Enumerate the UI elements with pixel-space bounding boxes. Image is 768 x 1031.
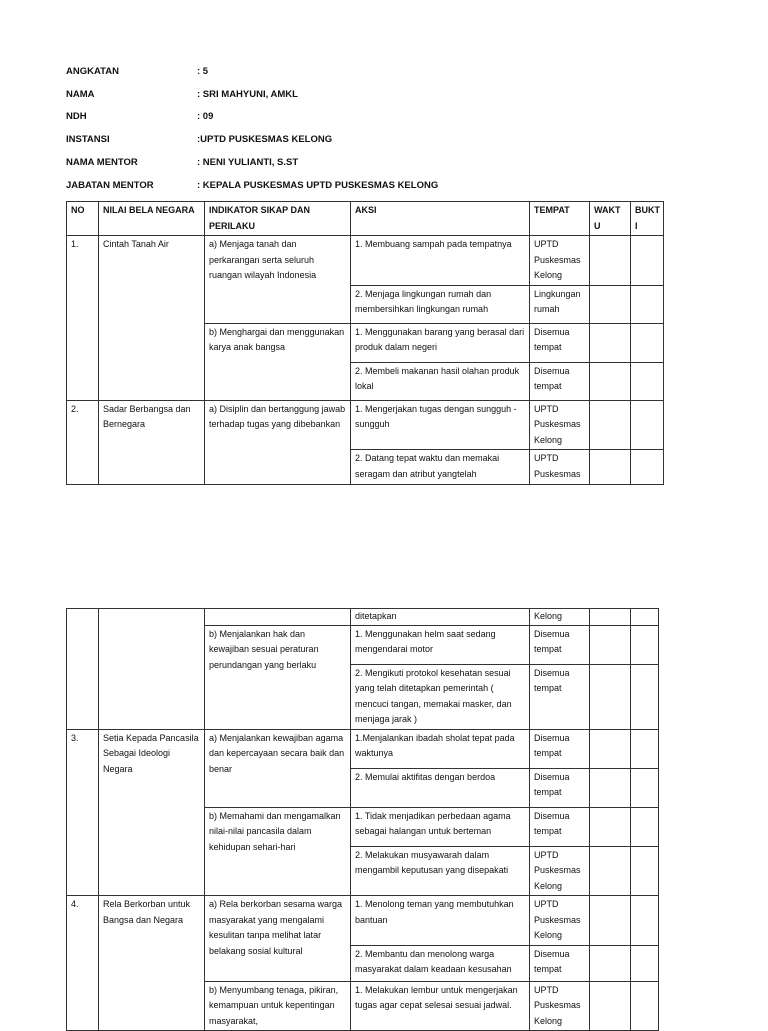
row-no: 2.: [67, 400, 99, 485]
row-tempat: Disemua tempat: [530, 625, 590, 664]
row-waktu: [590, 729, 631, 768]
label-nama: NAMA: [66, 89, 95, 100]
row-tempat: UPTD Puskesmas Kelong: [530, 236, 590, 286]
row-tempat: UPTD Puskesmas: [530, 450, 590, 485]
row-aksi: 1. Mengerjakan tugas dengan sungguh - sungguh: [351, 400, 530, 450]
col-header-bukti: BUKT I: [631, 202, 664, 236]
table-row: [67, 400, 664, 450]
row-aksi: 2. Membantu dan menolong warga masyarakat dalam keadaan kesusahan: [351, 945, 530, 981]
row-aksi: 1. Tidak menjadikan perbedaan agama sebagai halangan untuk berteman: [351, 807, 530, 846]
row-indikator: b) Menghargai dan menggunakan karya anak bangsa: [205, 323, 351, 400]
row-bukti: [631, 729, 659, 768]
value-jabatan-mentor: : KEPALA PUSKESMAS UPTD PUSKESMAS KELONG: [197, 180, 439, 191]
row-indikator: a) Rela berkorban sesama warga masyarakat yang mengalami kesulitan tanpa melihat latar belakang sosial kultural: [205, 896, 351, 982]
col-header-indikator: INDIKATOR SIKAP DAN PERILAKU: [205, 202, 351, 236]
row-bukti: [631, 400, 664, 450]
row-aksi: 2. Memulai aktifitas dengan berdoa: [351, 768, 530, 807]
row-aksi: 2. Datang tepat waktu dan memakai seragam dan atribut yangtelah: [351, 450, 530, 485]
row-no: [67, 609, 99, 730]
row-tempat: Disemua tempat: [530, 664, 590, 729]
row-nilai: Sadar Berbangsa dan Bernegara: [99, 400, 205, 485]
row-waktu: [590, 400, 631, 450]
row-no: 4.: [67, 896, 99, 1031]
row-aksi: 2. Melakukan musyawarah dalam mengambil keputusan yang disepakati: [351, 846, 530, 896]
row-nilai: [99, 609, 205, 730]
row-aksi: 1. Melakukan lembur untuk mengerjakan tugas agar cepat selesai sesuai jadwal.: [351, 981, 530, 1031]
value-nama-mentor: : NENI YULIANTI, S.ST: [197, 157, 299, 168]
col-header-nilai: NILAI BELA NEGARA: [99, 202, 205, 236]
row-bukti: [631, 945, 659, 981]
row-bukti: [631, 323, 664, 362]
row-aksi: 2. Mengikuti protokol kesehatan sesuai yang telah ditetapkan pemerintah ( mencuci tangan, memakai masker, dan menjaga jarak ): [351, 664, 530, 729]
value-ndh: : 09: [197, 111, 214, 122]
row-bukti: [631, 768, 659, 807]
row-aksi: 1.Menjalankan ibadah sholat tepat pada waktunya: [351, 729, 530, 768]
row-indikator: b) Menyumbang tenaga, pikiran, kemampuan untuk kepentingan masyarakat,: [205, 981, 351, 1031]
label-ndh: NDH: [66, 111, 87, 122]
row-tempat: Kelong: [530, 609, 590, 626]
row-aksi: 2. Membeli makanan hasil olahan produk lokal: [351, 362, 530, 400]
row-waktu: [590, 236, 631, 286]
table-row: [67, 896, 659, 946]
row-aksi: 1. Membuang sampah pada tempatnya: [351, 236, 530, 286]
row-waktu: [590, 285, 631, 323]
row-waktu: [590, 807, 631, 846]
row-tempat: Disemua tempat: [530, 807, 590, 846]
table-row: [67, 236, 664, 286]
row-bukti: [631, 362, 664, 400]
row-bukti: [631, 664, 659, 729]
row-bukti: [631, 625, 659, 664]
row-tempat: UPTD Puskesmas Kelong: [530, 896, 590, 946]
col-header-aksi: AKSI: [351, 202, 530, 236]
bela-negara-table-page-1: [66, 201, 664, 485]
row-waktu: [590, 664, 631, 729]
row-tempat: Disemua tempat: [530, 362, 590, 400]
row-bukti: [631, 981, 659, 1031]
row-bukti: [631, 896, 659, 946]
row-tempat: UPTD Puskesmas Kelong: [530, 846, 590, 896]
row-no: 3.: [67, 729, 99, 896]
row-indikator: a) Disiplin dan bertanggung jawab terhadap tugas yang dibebankan: [205, 400, 351, 485]
value-angkatan: : 5: [197, 66, 209, 77]
row-tempat: UPTD Puskesmas Kelong: [530, 400, 590, 450]
row-aksi: 1. Menggunakan barang yang berasal dari produk dalam negeri: [351, 323, 530, 362]
row-bukti: [631, 846, 659, 896]
row-tempat: UPTD Puskesmas Kelong: [530, 981, 590, 1031]
label-instansi: INSTANSI: [66, 134, 110, 145]
row-indikator: a) Menjaga tanah dan perkarangan serta seluruh ruangan wilayah Indonesia: [205, 236, 351, 324]
row-waktu: [590, 981, 631, 1031]
row-waktu: [590, 846, 631, 896]
row-tempat: Disemua tempat: [530, 945, 590, 981]
row-waktu: [590, 323, 631, 362]
row-aksi: 1. Menggunakan helm saat sedang mengendarai motor: [351, 625, 530, 664]
row-bukti: [631, 450, 664, 485]
label-nama-mentor: NAMA MENTOR: [66, 157, 138, 168]
row-bukti: [631, 807, 659, 846]
row-no: 1.: [67, 236, 99, 401]
row-aksi: 2. Menjaga lingkungan rumah dan membersihkan lingkungan rumah: [351, 285, 530, 323]
row-waktu: [590, 625, 631, 664]
row-bukti: [631, 285, 664, 323]
row-tempat: Disemua tempat: [530, 323, 590, 362]
col-header-tempat: TEMPAT: [530, 202, 590, 236]
table-header-row: [67, 202, 664, 236]
row-aksi: 1. Menolong teman yang membutuhkan bantuan: [351, 896, 530, 946]
row-nilai: Rela Berkorban untuk Bangsa dan Negara: [99, 896, 205, 1031]
row-waktu: [590, 609, 631, 626]
row-nilai: Cintah Tanah Air: [99, 236, 205, 401]
row-bukti: [631, 609, 659, 626]
col-header-no: NO: [67, 202, 99, 236]
row-waktu: [590, 945, 631, 981]
value-instansi: :UPTD PUSKESMAS KELONG: [197, 134, 333, 145]
row-tempat: Lingkungan rumah: [530, 285, 590, 323]
label-angkatan: ANGKATAN: [66, 66, 119, 77]
row-indikator: b) Menjalankan hak dan kewajiban sesuai peraturan perundangan yang berlaku: [205, 625, 351, 729]
row-nilai: Setia Kepada Pancasila Sebagai Ideologi Negara: [99, 729, 205, 896]
row-indikator: a) Menjalankan kewajiban agama dan kepercayaan secara baik dan benar: [205, 729, 351, 807]
row-waktu: [590, 450, 631, 485]
row-waktu: [590, 768, 631, 807]
table-row: [67, 609, 659, 626]
row-tempat: Disemua tempat: [530, 768, 590, 807]
bela-negara-table-page-2: [66, 608, 659, 1031]
value-nama: : SRI MAHYUNI, AMKL: [197, 89, 298, 100]
row-indikator: [205, 609, 351, 626]
row-aksi: ditetapkan: [351, 609, 530, 626]
row-waktu: [590, 896, 631, 946]
table-row: [67, 729, 659, 768]
row-bukti: [631, 236, 664, 286]
row-tempat: Disemua tempat: [530, 729, 590, 768]
label-jabatan-mentor: JABATAN MENTOR: [66, 180, 154, 191]
row-waktu: [590, 362, 631, 400]
col-header-waktu: WAKT U: [590, 202, 631, 236]
row-indikator: b) Memahami dan mengamalkan nilai-nilai pancasila dalam kehidupan sehari-hari: [205, 807, 351, 896]
